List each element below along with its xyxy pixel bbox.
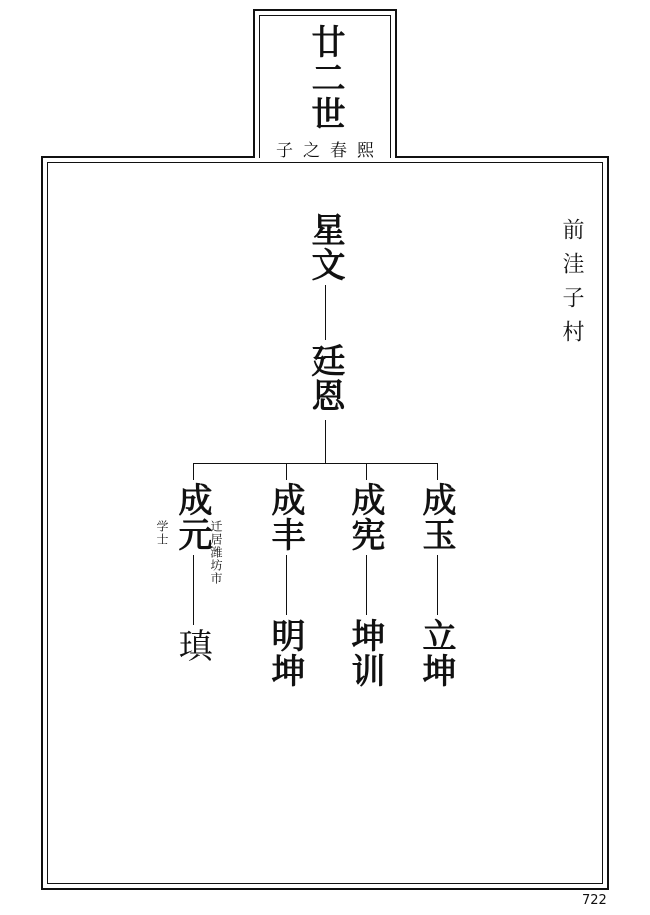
root-name: 星文	[305, 212, 345, 282]
root-connector-line	[325, 285, 326, 340]
son-1-drop-line	[193, 463, 194, 480]
village-label: 前洼子村	[559, 218, 584, 354]
son-1-note-left: 学士	[155, 520, 169, 546]
son-4-drop-line	[437, 463, 438, 480]
son-1-name: 成元	[172, 482, 212, 552]
son-3-drop-line	[366, 463, 367, 480]
level2-connector-line	[325, 420, 326, 463]
son-1-note-right: 迁居潍坊市	[209, 520, 223, 585]
son-3-child-line	[366, 555, 367, 615]
generation-header-inner-border	[259, 15, 391, 161]
generation-subtitle: 子之春熙	[276, 141, 384, 161]
son-4-name: 成玉	[416, 482, 456, 552]
generation-header	[253, 9, 397, 161]
generation-title: 廿二世	[305, 24, 345, 132]
son-2-child-line	[286, 555, 287, 615]
son-2-name: 成丰	[265, 482, 305, 552]
page-number: 722	[582, 893, 607, 908]
son-2-child-name: 明坤	[265, 618, 305, 688]
son-1-child-name: 瑱	[172, 628, 212, 663]
sons-branch-bar	[193, 463, 438, 464]
son-4-child-name: 立坤	[416, 618, 456, 688]
level2-name: 廷恩	[305, 343, 345, 413]
son-4-child-line	[437, 555, 438, 615]
son-3-child-name: 坤训	[345, 618, 385, 688]
son-1-child-line	[193, 555, 194, 625]
son-3-name: 成宪	[345, 482, 385, 552]
son-2-drop-line	[286, 463, 287, 480]
